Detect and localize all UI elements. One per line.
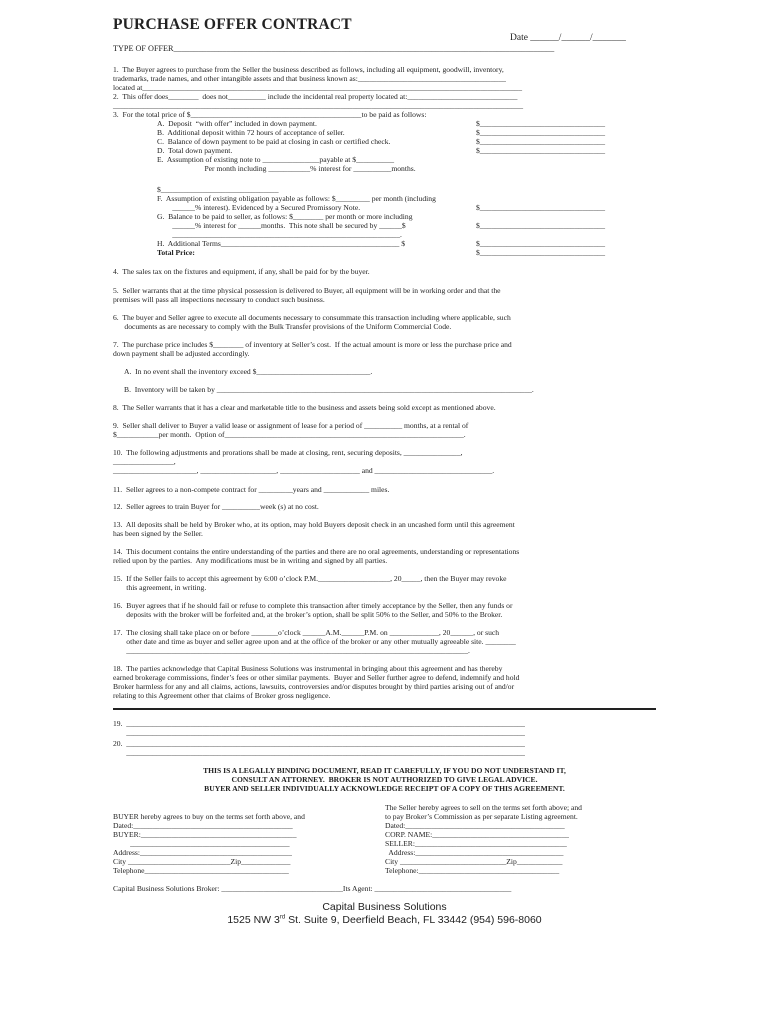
payment-b: B. Additional deposit within 72 hours of acceptance of seller. (157, 128, 345, 137)
payment-e: E. Assumption of existing note to _______________payable at $__________ (157, 155, 395, 164)
clause-7-a: A. In no event shall the inventory exceed $______________________________. (124, 367, 373, 376)
amount-c: $_________________________________ (476, 137, 606, 146)
clause-11: 11. Seller agrees to a non-compete contract for _________years and ____________ miles. (113, 485, 390, 494)
clause-17-line-2: other date and time as buyer and seller agree upon and at the office of the broker or any other mutually agreeable site. ________ (113, 637, 516, 646)
clause-17-line-3: __________________________________________________________________________________________. (113, 646, 470, 655)
date-field: Date ______/______/_______ (510, 33, 626, 43)
clause-9-line-1: 9. Seller shall deliver to Buyer a valid lease or assignment of lease for a period of __________ months, at a rental of (113, 421, 469, 430)
payment-g: G. Balance to be paid to seller, as follows: $________ per month or more including (157, 212, 413, 221)
clause-19-line-2: _________________________________________________________________________________________________________ (113, 728, 525, 737)
buyer-city-zip-field: City ___________________________Zip_____________ (113, 857, 291, 866)
payment-f: F. Assumption of existing obligation payable as follows: $_________ per month (including (157, 194, 436, 203)
clause-18-line-3: Broker harmless for any and all claims, actions, lawsuits, controversies and/or disputes brought by third parties arising out of and/or (113, 682, 515, 691)
buyer-telephone-field: Telephone______________________________________ (113, 866, 289, 875)
clause-7-line-1: 7. The purchase price includes $________ of inventory at Seller’s cost. If the actual amount is more or less the purchase price and (113, 340, 512, 349)
seller-agreement-line-1: The Seller hereby agrees to sell on the terms set forth above; and (385, 803, 582, 812)
clause-1-line-1: 1. The Buyer agrees to purchase from the Seller the business described as follows, including all equipment, goodwill, inventory, (113, 65, 504, 74)
clause-10-line-3: ______________________, ____________________, _____________________ and _______________________________. (113, 466, 495, 475)
seller-dated-field: Dated:__________________________________________ (385, 821, 565, 830)
footer-address (113, 914, 656, 926)
clause-18-line-2: earned brokerage commissions, finder’s fees or other similar payments. Buyer and Seller further agree to defend, indemnify and hold (113, 673, 520, 682)
clause-2-line-2: ____________________________________________________________________________________________________________ (113, 101, 524, 110)
type-of-offer-field: TYPE OF OFFER_____________________________________________________________________________________________ (113, 44, 555, 53)
buyer-address-field: Address:________________________________________ (113, 848, 292, 857)
total-price-label: Total Price: (157, 248, 195, 257)
clause-1-line-2: trademarks, trade names, and other intangible assets and that business known as:_______________________________________ (113, 74, 506, 83)
seller-city-zip-field: City ____________________________Zip____________ (385, 857, 563, 866)
amount-h: $_________________________________ (476, 239, 606, 248)
clause-5-line-1: 5. Seller warrants that at the time physical possession is delivered to Buyer, all equipment will be in working order and that the (113, 286, 501, 295)
payment-g-terms: ______% interest for ______months. This note shall be secured by ______$ (157, 221, 406, 230)
seller-corp-name-field: CORP. NAME:____________________________________ (385, 830, 569, 839)
clause-4: 4. The sales tax on the fixtures and equipment, if any, shall be paid for by the buyer. (113, 267, 370, 276)
amount-f: $_________________________________ (476, 203, 606, 212)
buyer-name-field-2: __________________________________________ (113, 839, 290, 848)
footer-address-ordinal: rd (279, 914, 286, 921)
seller-telephone-field: Telephone:_____________________________________ (385, 866, 560, 875)
footer-company: Capital Business Solutions (322, 901, 447, 913)
clause-3-line-1: 3. For the total price of $_____________________________________________to be paid as follows: (113, 110, 427, 119)
page-title: PURCHASE OFFER CONTRACT (113, 16, 352, 33)
payment-f-prefix: $_______________________________ (157, 185, 279, 194)
buyer-agreement: BUYER hereby agrees to buy on the terms set forth above, and (113, 812, 305, 821)
divider-top (113, 708, 656, 710)
clause-19-line-1: 19. _________________________________________________________________________________________________________ (113, 719, 525, 728)
amount-total: $_________________________________ (476, 248, 606, 257)
footer-address-rest: St. Suite 9, Deerfield Beach, FL 33442 (954) 596-8060 (285, 914, 542, 926)
seller-address-field: Address:_______________________________________ (385, 848, 564, 857)
amount-d: $_________________________________ (476, 146, 606, 155)
clause-20-line-2: _________________________________________________________________________________________________________ (113, 748, 525, 757)
legal-notice-line-3: BUYER AND SELLER INDIVIDUALLY ACKNOWLEDGE RECEIPT OF A COPY OF THIS AGREEMENT. (204, 784, 565, 793)
amount-g: $_________________________________ (476, 221, 606, 230)
clause-15-line-1: 15. If the Seller fails to accept this agreement by 6:00 o’clock P.M.___________________, 20_____, then the Buyer may revoke (113, 574, 507, 583)
payment-d: D. Total down payment. (157, 146, 233, 155)
buyer-dated-field: Dated:__________________________________________ (113, 821, 293, 830)
clause-15-line-2: this agreement, in writing. (113, 583, 207, 592)
clause-8: 8. The Seller warrants that it has a clear and marketable title to the business and assets being sold except as mentioned above. (113, 403, 496, 412)
clause-16-line-1: 16. Buyer agrees that if he should fail or refuse to complete this transaction after timely acceptance by the Seller, then any funds or (113, 601, 513, 610)
clause-14-line-2: relied upon by the parties. Any modifications must be in writing and signed by all parties. (113, 556, 388, 565)
amount-b: $_________________________________ (476, 128, 606, 137)
clause-9-line-2: $___________per month. Option of_______________________________________________________________. (113, 430, 466, 439)
clause-20-line-1: 20. _________________________________________________________________________________________________________ (113, 739, 525, 748)
clause-13-line-2: has been signed by the Seller. (113, 529, 203, 538)
broker-signature-line: Capital Business Solutions Broker: ________________________________Its Agent: ____________________________________ (113, 884, 512, 893)
payment-e-terms: Per month including ___________% interest for __________months. (157, 164, 416, 173)
payment-g-secured: ____________________________________________________________. (157, 230, 402, 239)
legal-notice-line-1: THIS IS A LEGALLY BINDING DOCUMENT, READ IT CAREFULLY, IF YOU DO NOT UNDERSTAND IT, (203, 766, 566, 775)
footer-address-street: 1525 NW 3 (227, 914, 280, 926)
clause-6-line-1: 6. The buyer and Seller agree to execute all documents necessary to consummate this transaction including where applicable, such (113, 313, 511, 322)
clause-17-line-1: 17. The closing shall take place on or before _______o’clock ______A.M.______P.M. on _____________, 20______, or such (113, 628, 500, 637)
seller-name-field: SELLER:________________________________________ (385, 839, 567, 848)
clause-10-line-2: ________________, (113, 457, 176, 466)
amount-a: $_________________________________ (476, 119, 606, 128)
clause-1-line-3: located at____________________________________________________________________________________________________ (113, 83, 522, 92)
clause-18-line-4: relating to this Agreement other that claims of Broker gross negligence. (113, 691, 331, 700)
payment-f-terms: ______% interest). Evidenced by a Secured Promissory Note. (157, 203, 361, 212)
payment-a: A. Deposit “with offer” included in down payment. (157, 119, 317, 128)
payment-c: C. Balance of down payment to be paid at closing in cash or certified check. (157, 137, 391, 146)
clause-2-line-1: 2. This offer does________ does not__________ include the incidental real property located at:_____________________________ (113, 92, 518, 101)
clause-18-line-1: 18. The parties acknowledge that Capital Business Solutions was instrumental in bringing about this agreement and has thereby (113, 664, 503, 673)
seller-agreement-line-2: to pay Broker’s Commission as per separate Listing agreement. (385, 812, 578, 821)
clause-5-line-2: premises will pass all inspections necessary to conduct such business. (113, 295, 325, 304)
legal-notice-line-2: CONSULT AN ATTORNEY. BROKER IS NOT AUTHORIZED TO GIVE LEGAL ADVICE. (231, 775, 538, 784)
clause-12: 12. Seller agrees to train Buyer for __________week (s) at no cost. (113, 502, 319, 511)
clause-13-line-1: 13. All deposits shall be held by Broker who, at its option, may hold Buyers deposit check in an uncashed form until this agreement (113, 520, 515, 529)
clause-14-line-1: 14. This document contains the entire understanding of the parties and there are no oral agreements, understanding or representations (113, 547, 520, 556)
buyer-name-field: BUYER:_________________________________________ (113, 830, 297, 839)
clause-10-line-1: 10. The following adjustments and prorations shall be made at closing, rent, securing deposits, _______________, (113, 448, 463, 457)
clause-7-b: B. Inventory will be taken by ___________________________________________________________________________________. (124, 385, 534, 394)
clause-16-line-2: deposits with the broker will be forfeited and, at the broker’s option, shall be split 50% to the Seller, and 50% to the Broker. (113, 610, 503, 619)
payment-h: H. Additional Terms_______________________________________________ $ (157, 239, 406, 248)
clause-6-line-2: documents as are necessary to comply with the Bulk Transfer provisions of the Uniform Commercial Code. (113, 322, 452, 331)
clause-7-line-2: down payment shall be adjusted accordingly. (113, 349, 250, 358)
